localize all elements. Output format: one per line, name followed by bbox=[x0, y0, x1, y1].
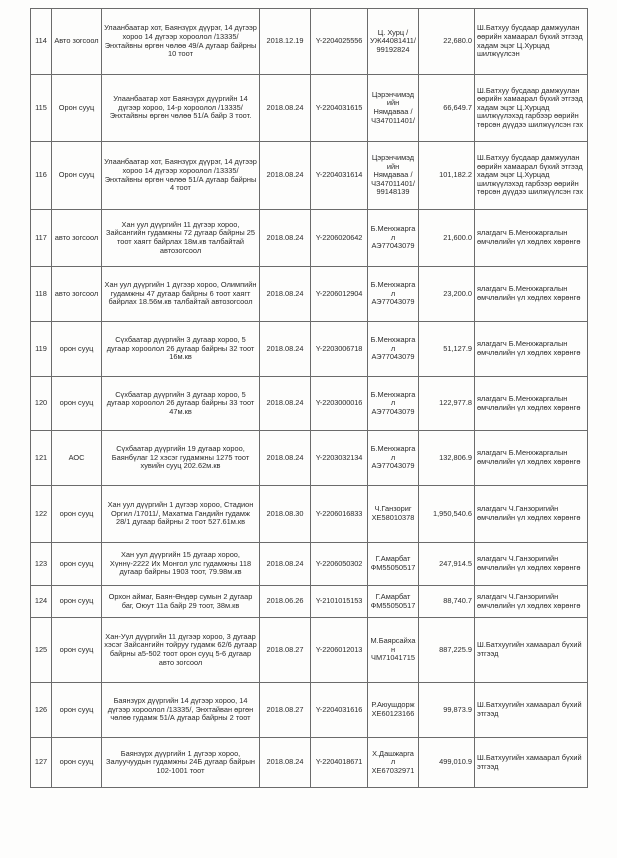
registry-number: Y-2203000016 bbox=[311, 377, 368, 431]
registry-number: Y-2206016833 bbox=[311, 486, 368, 543]
amount: 499,010.9 bbox=[419, 738, 475, 788]
property-type: орон сууц bbox=[52, 486, 102, 543]
property-address: Орхон аймаг, Баян-Өндөр сумын 2 дугаар баг, Оюут 11а байр 29 тоот, 38м.кв bbox=[102, 586, 260, 618]
registration-date: 2018.08.24 bbox=[260, 322, 311, 377]
owner: Ч.Ганзориг ХЕ58010378 bbox=[368, 486, 419, 543]
registration-date: 2018.08.24 bbox=[260, 377, 311, 431]
owner: Б.Менхжаргал АЭ77043079 bbox=[368, 267, 419, 322]
amount: 51,127.9 bbox=[419, 322, 475, 377]
property-address: Улаанбаатар хот, Баянзүрх дүүрэг, 14 дүгээр хороо 14 дүгээр хороолол /13335/ Энхтайвны өргөн чөлөө 49/А дугаар байрны 10 тоот bbox=[102, 9, 260, 75]
registration-date: 2018.08.24 bbox=[260, 543, 311, 586]
row-number: 126 bbox=[31, 683, 52, 738]
row-number: 114 bbox=[31, 9, 52, 75]
registration-date: 2018.12.19 bbox=[260, 9, 311, 75]
row-number: 122 bbox=[31, 486, 52, 543]
property-type: авто зогсоол bbox=[52, 210, 102, 267]
property-table bbox=[30, 8, 588, 788]
row-number: 119 bbox=[31, 322, 52, 377]
registry-number: Y-2204031616 bbox=[311, 683, 368, 738]
registry-number: Y-2203032134 bbox=[311, 431, 368, 486]
property-address: Сүхбаатар дүүргийн 3 дугаар хороо, 5 дугаар хороолол 26 дугаар байрны 32 тоот 16м.кв bbox=[102, 322, 260, 377]
note: Ш.Батхуу бусдаар дамжуулан өөрийн хамаарал бүхий этгээд хадам эцэг Ц.Хурцад шилжүүлсэн bbox=[475, 9, 588, 75]
property-address: Баянзүрх дүүргийн 1 дүгээр хороо, Залуучуудын гудамжны 24Б дугаар байрын 102-1001 тоот bbox=[102, 738, 260, 788]
owner: Б.Менхжаргал АЭ77043079 bbox=[368, 322, 419, 377]
owner: М.Баярсайхан ЧМ71041715 bbox=[368, 618, 419, 683]
note: ялагдагч Ч.Ганзоригийн өмчлөлийн үл хөдлөх хөрөнгө bbox=[475, 586, 588, 618]
property-address: Улаанбаатар хот, Баянзүрх дүүрэг, 14 дүгээр хороо 14 дүгээр хороолол /13335/ Энхтайвны өргөн чөлөө 51/А дугаар байрны 4 тоот bbox=[102, 142, 260, 210]
table-row bbox=[31, 543, 588, 586]
table-row bbox=[31, 267, 588, 322]
registration-date: 2018.08.30 bbox=[260, 486, 311, 543]
amount: 99,873.9 bbox=[419, 683, 475, 738]
amount: 247,914.5 bbox=[419, 543, 475, 586]
note: Ш.Батхуу бусдаар дамжуулан өөрийн хамаарал бүхий этгээд хадам эцэг Ц.Хурцад шилжүүлэхэд гарбээр өөрийн төрсөн дүүдээ шилжүүлсэн гэх bbox=[475, 142, 588, 210]
registration-date: 2018.08.24 bbox=[260, 75, 311, 142]
amount: 23,200.0 bbox=[419, 267, 475, 322]
table-row bbox=[31, 377, 588, 431]
property-type: АОС bbox=[52, 431, 102, 486]
registry-number: Y-2206050302 bbox=[311, 543, 368, 586]
table-row bbox=[31, 142, 588, 210]
registry-number: Y-2206020642 bbox=[311, 210, 368, 267]
property-address: Сүхбаатар дүүргийн 3 дугаар хороо, 5 дугаар хороолол 26 дугаар байрны 33 тоот 47м.кв bbox=[102, 377, 260, 431]
amount: 21,600.0 bbox=[419, 210, 475, 267]
amount: 88,740.7 bbox=[419, 586, 475, 618]
row-number: 115 bbox=[31, 75, 52, 142]
row-number: 124 bbox=[31, 586, 52, 618]
property-address: Баянзүрх дүүргийн 14 дүгээр хороо, 14 дүгээр хороолол /13335/, Энхтайван өргөн чөлөө гудамж 51/А дугаар байрны 2 тоот bbox=[102, 683, 260, 738]
table-row bbox=[31, 683, 588, 738]
table-body bbox=[31, 9, 588, 788]
table-row bbox=[31, 586, 588, 618]
registry-number: Y-2204018671 bbox=[311, 738, 368, 788]
table-row bbox=[31, 9, 588, 75]
property-type: орон сууц bbox=[52, 586, 102, 618]
registry-number: Y-2204031614 bbox=[311, 142, 368, 210]
amount: 132,806.9 bbox=[419, 431, 475, 486]
registration-date: 2018.08.24 bbox=[260, 738, 311, 788]
amount: 101,182.2 bbox=[419, 142, 475, 210]
registration-date: 2018.08.24 bbox=[260, 431, 311, 486]
table-row bbox=[31, 431, 588, 486]
note: ялагдагч Б.Менхжаргалын өмчлөлийн үл хөдлөх хөрөнгө bbox=[475, 322, 588, 377]
registry-number: Y-2206012904 bbox=[311, 267, 368, 322]
property-type: орон сууц bbox=[52, 377, 102, 431]
registration-date: 2018.08.27 bbox=[260, 618, 311, 683]
owner: Х.Дашжаргал ХЕ67032971 bbox=[368, 738, 419, 788]
amount: 1,950,540.6 bbox=[419, 486, 475, 543]
registry-number: Y-2204031615 bbox=[311, 75, 368, 142]
note: ялагдагч Ч.Ганзоригийн өмчлөлийн үл хөдлөх хөрөнгө bbox=[475, 486, 588, 543]
row-number: 118 bbox=[31, 267, 52, 322]
property-address: Хан уул дүүргийн 1 дүгээр хороо, Олимпийн гудамжны 47 дугаар байрны 6 тоот хаягт байрлах 18.56м.кв талбайтай автозогсоол bbox=[102, 267, 260, 322]
property-address: Хан-Уул дүүргийн 11 дүгээр хороо, 3 дугаар хэсэг Зайсангийн тойруу гудамж 62/6 дугаар байрны а5-502 тоот орон сууц 5-6 дугаар авто зогсоол bbox=[102, 618, 260, 683]
row-number: 117 bbox=[31, 210, 52, 267]
amount: 887,225.9 bbox=[419, 618, 475, 683]
owner: Г.Амарбат ФМ55050517 bbox=[368, 543, 419, 586]
note: ялагдагч Ч.Ганзоригийн өмчлөлийн үл хөдлөх хөрөнгө bbox=[475, 543, 588, 586]
row-number: 116 bbox=[31, 142, 52, 210]
registration-date: 2018.08.27 bbox=[260, 683, 311, 738]
property-type: орон сууц bbox=[52, 738, 102, 788]
registration-date: 2018.08.24 bbox=[260, 142, 311, 210]
note: ялагдагч Б.Менхжаргалын өмчлөлийн үл хөдлөх хөрөнгө bbox=[475, 377, 588, 431]
note: Ш.Батхуу бусдаар дамжуулан өөрийн хамаарал бүхий этгээд хадам эцэг Ц.Хурцад шилжүүлэхэд гарбээр өөрийн төрсөн дүүдээ шилжүүлсэн гэх bbox=[475, 75, 588, 142]
table-row bbox=[31, 486, 588, 543]
row-number: 125 bbox=[31, 618, 52, 683]
property-type: Орон сууц bbox=[52, 142, 102, 210]
property-address: Хан уул дүүргийн 15 дугаар хороо, Хүннү-2222 Их Монгол улс гудамжны 118 дугаар байрны 1903 тоот, 79.98м.кв bbox=[102, 543, 260, 586]
registry-number: Y-2203006718 bbox=[311, 322, 368, 377]
property-address: Хан уул дүүргийн 11 дүгээр хороо, Зайсангийн гудамжны 72 дугаар байрны 25 тоот хаягт байрлах 18м.кв талбайтай автозогсоол bbox=[102, 210, 260, 267]
amount: 22,680.0 bbox=[419, 9, 475, 75]
note: Ш.Батхуугийн хамаарал бүхий этгээд bbox=[475, 618, 588, 683]
note: ялагдагч Б.Менхжаргалын өмчлөлийн үл хөдлөх хөрөнгө bbox=[475, 431, 588, 486]
amount: 122,977.8 bbox=[419, 377, 475, 431]
owner: Г.Амарбат ФМ55050517 bbox=[368, 586, 419, 618]
registration-date: 2018.08.24 bbox=[260, 267, 311, 322]
owner: Б.Менхжаргал АЭ77043079 bbox=[368, 377, 419, 431]
table-row bbox=[31, 738, 588, 788]
table-row bbox=[31, 210, 588, 267]
property-type: орон сууц bbox=[52, 543, 102, 586]
property-type: орон сууц bbox=[52, 322, 102, 377]
note: ялагдагч Б.Менхжаргалын өмчлөлийн үл хөдлөх хөрөнгө bbox=[475, 267, 588, 322]
owner: Р.Аюушдорж ХЕ60123166 bbox=[368, 683, 419, 738]
row-number: 123 bbox=[31, 543, 52, 586]
amount: 66,649.7 bbox=[419, 75, 475, 142]
owner: Б.Менхжаргал АЭ77043079 bbox=[368, 431, 419, 486]
table-row bbox=[31, 322, 588, 377]
owner: Б.Менхжаргал АЭ77043079 bbox=[368, 210, 419, 267]
owner: Ц. Хурц /УЖ44081411/ 99192824 bbox=[368, 9, 419, 75]
registration-date: 2018.08.24 bbox=[260, 210, 311, 267]
owner: Цэрэнчимэдийн Нямдаваа /ЧЗ47011401/ 99148139 bbox=[368, 142, 419, 210]
owner: Цэрэнчимэдийн Нямдаваа /ЧЗ47011401/ bbox=[368, 75, 419, 142]
row-number: 127 bbox=[31, 738, 52, 788]
property-type: Авто зогсоол bbox=[52, 9, 102, 75]
table-row bbox=[31, 618, 588, 683]
row-number: 120 bbox=[31, 377, 52, 431]
registration-date: 2018.06.26 bbox=[260, 586, 311, 618]
property-type: Орон сууц bbox=[52, 75, 102, 142]
note: ялагдагч Б.Менхжаргалын өмчлөлийн үл хөдлөх хөрөнгө bbox=[475, 210, 588, 267]
property-address: Хан уул дүүргийн 1 дүгээр хороо, Стадион Оргил /17011/, Махатма Гандийн гудамж 28/1 дугаар байрны 2 тоот 527.61м.кв bbox=[102, 486, 260, 543]
table-row bbox=[31, 75, 588, 142]
property-type: авто зогсоол bbox=[52, 267, 102, 322]
registry-number: Y-2101015153 bbox=[311, 586, 368, 618]
row-number: 121 bbox=[31, 431, 52, 486]
note: Ш.Батхуугийн хамаарал бүхий этгээд bbox=[475, 683, 588, 738]
property-type: орон сууц bbox=[52, 683, 102, 738]
registry-number: Y-2204025556 bbox=[311, 9, 368, 75]
property-address: Улаанбаатар хот Баянзүрх дүүргийн 14 дүгээр хороо, 14-р хороолол /13335/ Энхтайвны өргөн чөлөө 51/А байр 3 тоот. bbox=[102, 75, 260, 142]
note: Ш.Батхуугийн хамаарал бүхий этгээд bbox=[475, 738, 588, 788]
property-type: орон сууц bbox=[52, 618, 102, 683]
property-address: Сүхбаатар дүүргийн 19 дугаар хороо, Баянбүлаг 12 хэсэг гудамжны 1275 тоот хувийн сууц 202.62м.кв bbox=[102, 431, 260, 486]
registry-number: Y-2206012013 bbox=[311, 618, 368, 683]
